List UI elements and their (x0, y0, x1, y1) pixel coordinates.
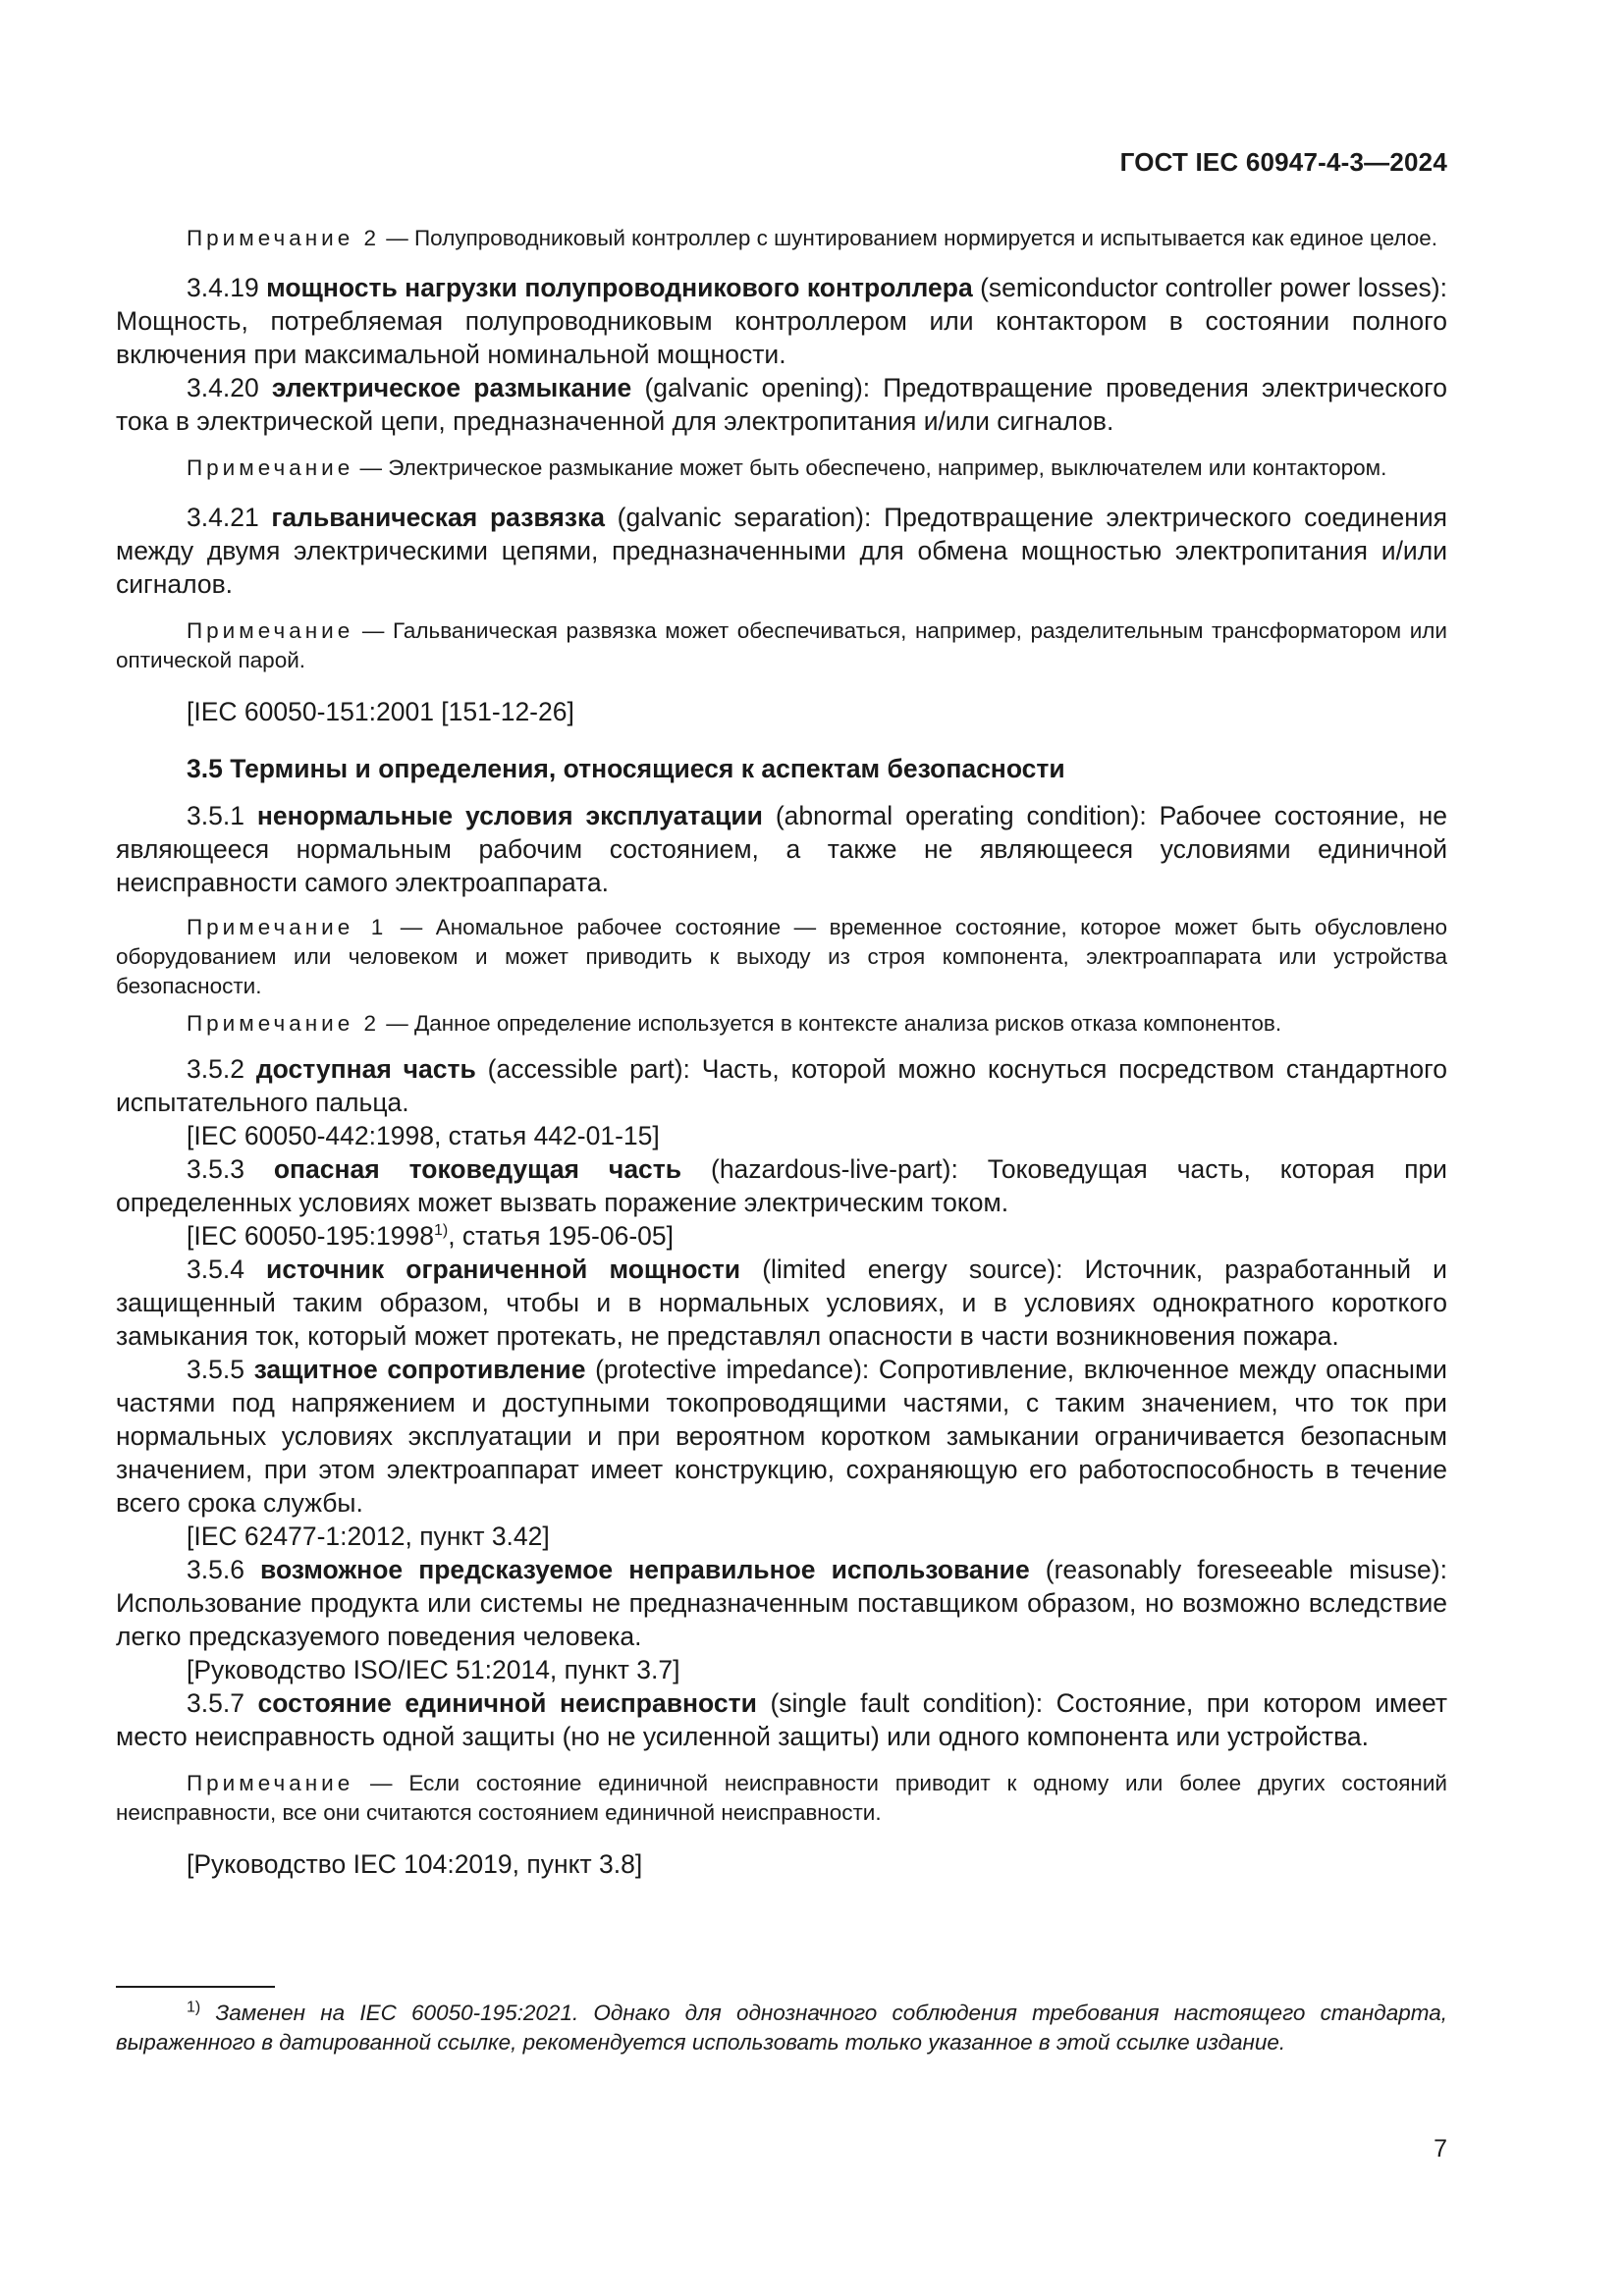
note (116, 1009, 1447, 1039)
term-name: источник ограниченной мощности (266, 1255, 741, 1284)
term-number: 3.4.19 (187, 273, 267, 302)
term-definition (116, 1253, 1447, 1353)
note-label: Примечание (187, 455, 354, 480)
reference-text: [IEC 60050-195:1998 (187, 1221, 434, 1251)
note-label: Примечание 2 (187, 226, 380, 250)
term-number: 3.5.1 (187, 801, 257, 830)
term-text: (hazardous-live-part): Токоведущая часть, которая при определенных условиях может вызвать поражение электрическим током. (116, 1154, 1447, 1217)
term-definition (116, 1553, 1447, 1653)
note-text: — Аномальное рабочее состояние — временное состояние, которое может быть обусловлено оборудованием или человеком и может приводить к выходу из строя компонента, электроаппарата или устройства безопасности. (116, 915, 1447, 998)
note (116, 1769, 1447, 1828)
term-name: возможное предсказуемое неправильное использование (260, 1555, 1030, 1584)
note-text: — Если состояние единичной неисправности приводит к одному или более других состояний неисправности, все они считаются состоянием единичной неисправности. (116, 1771, 1447, 1825)
source-reference: [IEC 60050-442:1998, статья 442-01-15] (187, 1121, 660, 1150)
note-text: — Данное определение используется в контексте анализа рисков отказа компонентов. (380, 1011, 1282, 1036)
note-text: — Электрическое размыкание может быть обеспечено, например, выключателем или контактором. (353, 455, 1387, 480)
footnote-divider (116, 1986, 275, 1988)
term-name: ненормальные условия эксплуатации (256, 801, 763, 830)
term-text: (limited energy source): Источник, разработанный и защищенный таким образом, чтобы и в нормальных условиях, и в условиях однократного короткого замыкания ток, который может протекать, не представлял опасности в части возникновения пожара. (116, 1255, 1447, 1351)
note (116, 913, 1447, 1001)
footnote-marker[interactable]: 1) (433, 1222, 449, 1240)
term-definition (116, 1353, 1447, 1520)
term-text: (galvanic opening): Предотвращение проведения электрического тока в электрической цепи, предназначенной для электропитания и/или сигналов. (116, 373, 1447, 436)
note-text: — Полупроводниковый контроллер с шунтированием нормируется и испытывается как единое целое. (380, 226, 1438, 250)
term-number: 3.5.3 (187, 1154, 274, 1184)
term-number: 3.4.20 (187, 373, 272, 402)
term-number: 3.5.5 (187, 1355, 254, 1384)
term-definition (116, 1052, 1447, 1119)
term-text: (accessible part): Часть, которой можно коснуться посредством стандартного испытательного пальца. (116, 1054, 1447, 1117)
term-definition (116, 501, 1447, 601)
term-text: (abnormal operating condition): Рабочее состояние, не являющееся нормальным рабочим состоянием, а также не являющееся условиями единичной неисправности самого электроаппарата. (116, 801, 1447, 897)
term-name: защитное сопротивление (253, 1355, 586, 1384)
footnote (116, 1999, 1447, 2057)
term-number: 3.5.2 (187, 1054, 256, 1084)
term-text: (single fault condition): Состояние, при котором имеет место неисправность одной защиты (но не усиленной защиты) или одного компонента или устройства. (116, 1688, 1447, 1751)
term-text: (reasonably foreseeable misuse): Использование продукта или системы не предназначенным поставщиком образом, но возможно вследствие легко предсказуемого поведения человека. (116, 1555, 1447, 1651)
page-body (116, 224, 1447, 1881)
term-text: (protective impedance): Сопротивление, включенное между опасными частями под напряжением и доступными токопроводящими частями, с таким значением, что ток при нормальных условиях эксплуатации и при вероятном коротком замыкании ограничивается безопасным значением, при этом электроаппарат имеет конструкцию, сохраняющую его работоспособность в течение всего срока службы. (116, 1355, 1447, 1518)
term-name: гальваническая развязка (271, 503, 605, 532)
source-reference (116, 1219, 1447, 1253)
term-text: (semiconductor controller power losses): Мощность, потребляемая полупроводниковым контроллером или контактором в состоянии полного включения при максимальной номинальной мощности. (116, 273, 1447, 369)
term-number: 3.4.21 (187, 503, 272, 532)
source-reference: [IEC 62477-1:2012, пункт 3.42] (187, 1522, 550, 1551)
note (116, 616, 1447, 675)
term-definition (116, 1686, 1447, 1753)
reference-text: , статья 195-06-05] (448, 1221, 674, 1251)
note (116, 224, 1447, 253)
term-number: 3.5.6 (187, 1555, 261, 1584)
note-text: — Гальваническая развязка может обеспечиваться, например, разделительным трансформатором или оптической парой. (116, 618, 1447, 672)
term-name: мощность нагрузки полупроводникового контроллера (266, 273, 973, 302)
term-definition (116, 1152, 1447, 1219)
source-reference: [Руководство ISO/IEC 51:2014, пункт 3.7] (187, 1655, 680, 1684)
term-number: 3.5.4 (187, 1255, 267, 1284)
term-name: электрическое размыкание (271, 373, 632, 402)
term-definition (116, 271, 1447, 371)
term-name: доступная часть (255, 1054, 476, 1084)
footnote-marker: 1) (187, 1999, 201, 2016)
page-number: 7 (1434, 2135, 1447, 2163)
section-heading: 3.5 Термины и определения, относящиеся к аспектам безопасности (187, 754, 1065, 783)
term-name: опасная токоведущая часть (273, 1154, 682, 1184)
footnote-text: Заменен на IEC 60050-195:2021. Однако для однозначного соблюдения требования настоящего стандарта, выраженного в датированной ссылке, рекомендуется использовать только указанное в этой ссылке издание. (116, 2001, 1447, 2055)
note-label: Примечание 1 (187, 915, 388, 939)
note-label: Примечание 2 (187, 1011, 380, 1036)
note-label: Примечание (187, 618, 354, 643)
source-reference: [Руководство IEC 104:2019, пункт 3.8] (187, 1849, 643, 1879)
term-number: 3.5.7 (187, 1688, 258, 1718)
note (116, 454, 1447, 483)
term-name: состояние единичной неисправности (257, 1688, 757, 1718)
document-header: ГОСТ IEC 60947-4-3—2024 (1119, 147, 1447, 177)
term-definition (116, 799, 1447, 899)
term-definition (116, 371, 1447, 438)
source-reference: [IEC 60050-151:2001 [151-12-26] (187, 697, 574, 726)
note-label: Примечание (187, 1771, 354, 1795)
term-text: (galvanic separation): Предотвращение электрического соединения между двумя электрическими цепями, предназначенными для обмена мощностью электропитания и/или сигналов. (116, 503, 1447, 599)
